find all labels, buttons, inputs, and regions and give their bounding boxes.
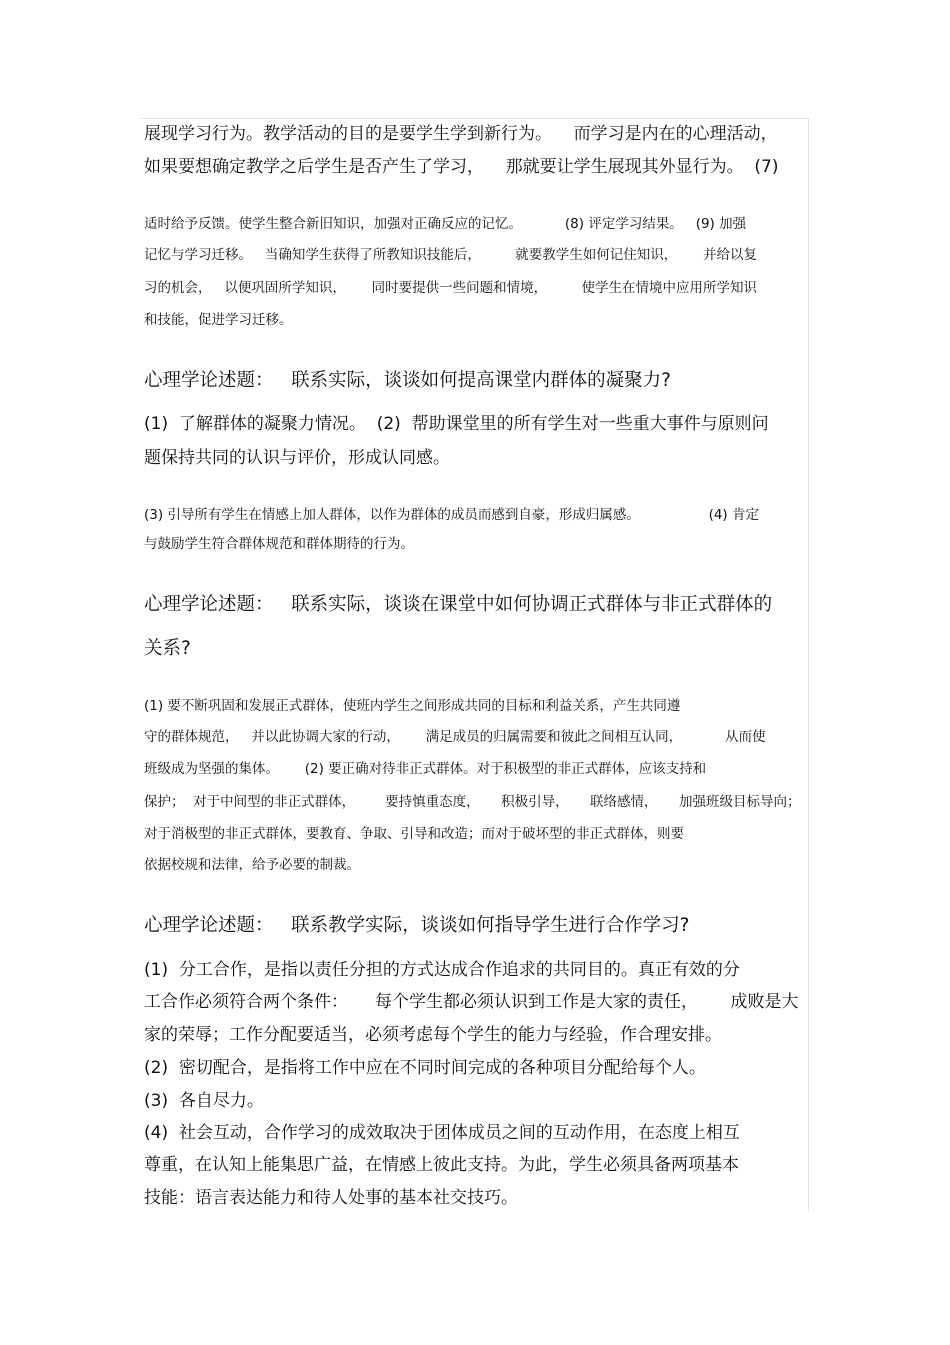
paragraph-line: 依据校规和法律，给予必要的制裁。 <box>144 857 360 873</box>
section-heading: 心理学论述题： 联系实际，谈谈在课堂中如何协调正式群体与非正式群体的 <box>144 594 773 615</box>
section-heading-continued: 关系? <box>144 638 191 659</box>
paragraph-line: 题保持共同的认识与评价，形成认同感。 <box>144 448 450 468</box>
paragraph-line: 班级成为坚强的集体。 (2) 要正确对待非正式群体。对于积极型的非正式群体，应该支持和 <box>144 761 707 777</box>
paragraph-line: 家的荣辱；工作分配要适当，必须考虑每个学生的能力与经验，作合理安排。 <box>144 1025 722 1045</box>
paragraph-line: 展现学习行为。教学活动的目的是要学生学到新行为。 而学习是内在的心理活动， <box>144 124 778 144</box>
paragraph-line: (4) 社会互动，合作学习的成效取决于团体成员之间的互动作用，在态度上相互 <box>144 1123 740 1143</box>
paragraph-line: 记忆与学习迁移。 当确知学生获得了所教知识技能后， 就要教学生如何记住知识， 并给以复 <box>144 247 757 263</box>
paragraph-line: (1) 要不断巩固和发展正式群体，使班内学生之间形成共同的目标和利益关系，产生共同遵 <box>144 698 681 714</box>
paragraph-line: 守的群体规范， 并以此协调大家的行动， 满足成员的归属需要和彼此之间相互认同， 从而使 <box>144 729 766 745</box>
paragraph-line: (1) 了解群体的凝聚力情况。 (2) 帮助课堂里的所有学生对一些重大事件与原则问 <box>144 414 769 434</box>
section-heading: 心理学论述题： 联系实际，谈谈如何提高课堂内群体的凝聚力? <box>144 370 671 391</box>
paragraph-line: 对于消极型的非正式群体，要教育、争取、引导和改造；而对于破坏型的非正式群体，则要 <box>144 826 684 842</box>
paragraph-line: (1) 分工合作，是指以责任分担的方式达成合作追求的共同目的。真正有效的分 <box>144 960 740 980</box>
paragraph-line: 技能：语言表达能力和待人处事的基本社交技巧。 <box>144 1188 518 1208</box>
section-heading: 心理学论述题： 联系教学实际，谈谈如何指导学生进行合作学习? <box>144 915 690 936</box>
paragraph-line: 保护； 对于中间型的非正式群体， 要持慎重态度， 积极引导， 联络感情， 加强班级目标导向； <box>144 794 801 810</box>
paragraph-line: 和技能，促进学习迁移。 <box>144 312 293 328</box>
paragraph-line: 工合作必须符合两个条件： 每个学生都必须认识到工作是大家的责任， 成败是大 <box>144 992 799 1012</box>
paragraph-line: 与鼓励学生符合群体规范和群体期待的行为。 <box>144 536 414 552</box>
paragraph-line: 尊重，在认知上能集思广益，在情感上彼此支持。为此，学生必须具备两项基本 <box>144 1155 739 1175</box>
paragraph-line: 适时给予反馈。使学生整合新旧知识，加强对正确反应的记忆。 (8) 评定学习结果。 (9) 加强 <box>144 216 747 232</box>
paragraph-line: (2) 密切配合，是指将工作中应在不同时间完成的各种项目分配给每个人。 <box>144 1058 706 1078</box>
paragraph-line: (3) 各自尽力。 <box>144 1091 264 1111</box>
paragraph-line: (3) 引导所有学生在情感上加人群体，以作为群体的成员而感到自豪，形成归属感。 (4) 肯定 <box>144 507 759 523</box>
paragraph-line: 如果要想确定教学之后学生是否产生了学习， 那就要让学生展现其外显行为。 (7) <box>144 157 779 177</box>
paragraph-line: 习的机会， 以便巩固所学知识， 同时要提供一些问题和情境， 使学生在情境中应用所学知识 <box>144 280 757 296</box>
